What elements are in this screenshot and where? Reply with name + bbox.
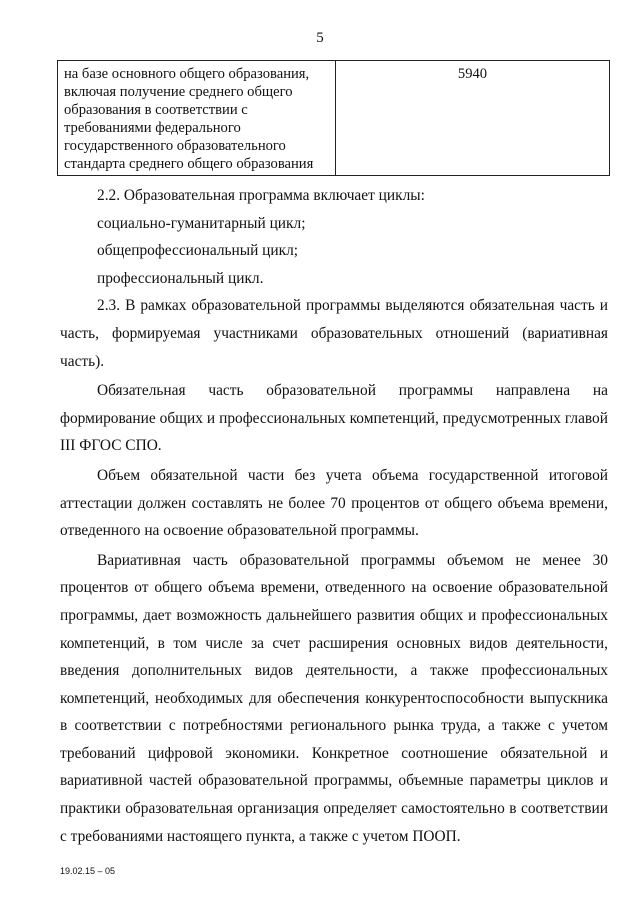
list-item-cycle: общепрофессиональный цикл; [97, 242, 299, 260]
list-item-cycle: профессиональный цикл. [97, 269, 264, 287]
paragraph-2-3: 2.3. В рамках образовательной программы выделяются обязательная часть и часть, формируемая участниками образовательных отношений (вариативная часть). [60, 297, 608, 370]
table-cell-line: государственного образовательного [64, 138, 286, 154]
table-cell-line: включая получение среднего общего [64, 84, 293, 100]
table-row [58, 61, 610, 176]
table-cell-hours: 5940 [336, 61, 610, 176]
page-number: 5 [316, 30, 324, 46]
paragraph-variable-part: Вариативная часть образовательной программы объемом не менее 30 процентов от общего объема времени, отведенного на освоение образовательной программы, дает возможность дальнейшего развития общих и профессиональных компетенций, в том числе за счет расширения основных видов деятельности, введения дополнительных видов деятельности, а также профессиональных компетенций, необходимых для обеспечения конкурентоспособности выпускника в соответствии с потребностями регионального рынка труда, а также с учетом требований цифровой экономики. Конкретное соотношение обязательной и вариативной частей образовательной программы, объемные параметры циклов и практики образовательная организация определяет самостоятельно в соответствии с требованиями настоящего пункта, а также с учетом ПООП. [60, 551, 608, 845]
program-volume-table [57, 60, 610, 176]
paragraph-2-2: 2.2. Образовательная программа включает циклы: [97, 187, 425, 204]
table-cell-line: стандарта среднего общего образования [64, 156, 314, 172]
table-cell-line: на базе основного общего образования, [64, 66, 310, 82]
paragraph-mandatory-volume: Объем обязательной части без учета объема государственной итоговой аттестации должен составлять не более 70 процентов от общего объема времени, отведенного на освоение образовательной программы. [60, 466, 608, 540]
table-cell-description [58, 61, 336, 176]
document-code: 19.02.15 – 05 [60, 866, 116, 876]
list-item-cycle: социально-гуманитарный цикл; [97, 214, 306, 232]
table-cell-line: требованиями федерального [64, 120, 241, 136]
document-body [60, 182, 608, 850]
table-cell-line: образования в соответствии с [64, 102, 248, 118]
paragraph-mandatory-part: Обязательная часть образовательной программы направлена на формирование общих и профессиональных компетенций, предусмотренных главой III ФГОС СПО. [60, 382, 608, 455]
